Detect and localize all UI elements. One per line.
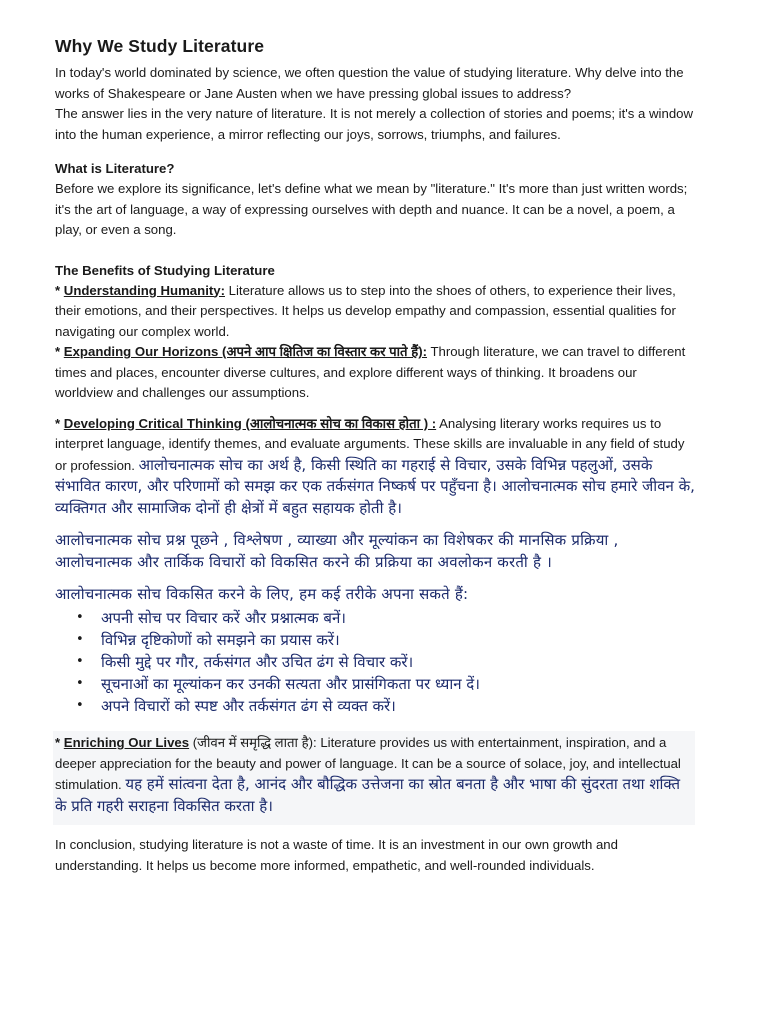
enriching-lives-block (53, 731, 695, 825)
hindi-text: यह हमें सांत्वना देता है, आनंद और बौद्धिक उत्तेजना का स्रोत बनता है और भाषा की सुंदरता तथा शक्ति के प्रति गहरी सराहना विकसित करता है। (55, 775, 681, 815)
hindi-paragraph-3: आलोचनात्मक सोच विकसित करने के लिए, हम कई तरीके अपना सकते हैं: (55, 585, 469, 603)
section-heading-what: What is Literature? (55, 161, 175, 176)
benefit-title: Expanding Our Horizons (अपने आप क्षितिज का विस्तार कर पाते हैं): (63, 344, 428, 359)
page-title: Why We Study Literature (55, 36, 265, 56)
hindi-paragraph-2: आलोचनात्मक सोच प्रश्न पूछने , विश्लेषण , व्याख्या और मूल्यांकन का विशेषकर की मानसिक प्रक्रिया , आलोचनात्मक और तार्किक विचारों को विकसित करने की प्रक्रिया का अवलोकन करती है । (55, 531, 619, 571)
intro-paragraph-2: The answer lies in the very nature of literature. It is not merely a collection of stories and poems; it's a window into the human experience, a mirror reflecting our joys, sorrows, triumphs, and failures. (55, 106, 694, 142)
list-item: • किसी मुद्दे पर गौर, तर्कसंगत और उचित ढंग से विचार करें। (101, 651, 695, 673)
benefit-text: Analysing literary works requires us to interpret language, identify themes, and evaluate arguments. These skills are invaluable in any field of study or profession. (55, 415, 685, 473)
list-item: • विभिन्न दृष्टिकोणों को समझने का प्रयास करें। (101, 629, 695, 651)
benefit-text: Through literature, we can travel to different times and places, encounter diverse cultures, and explore different ways of thinking. It broadens our worldview and challenges our assumptions. (55, 344, 686, 400)
what-paragraph: Before we explore its significance, let's define what we mean by "literature." It's more than just written words; it's the art of language, a way of expressing ourselves with depth and nuance. It can be a novel, a poem, a play, or even a song. (55, 181, 688, 237)
document-body (55, 36, 695, 876)
section-heading-benefits: The Benefits of Studying Literature (55, 262, 275, 278)
bullet-star: * (55, 735, 64, 750)
benefit-expanding-horizons (55, 342, 695, 404)
benefit-text: Literature allows us to step into the shoes of others, to experience their lives, their emotions, and their perspectives. It helps us develop empathy and compassion, essential qualities for navigating our complex world. (55, 282, 676, 339)
benefit-critical-thinking (55, 414, 695, 520)
benefit-understanding-humanity (55, 281, 695, 343)
list-item: • अपनी सोच पर विचार करें और प्रश्नात्मक बनें। (101, 607, 695, 629)
list-item: • सूचनाओं का मूल्यांकन कर उनकी सत्यता और प्रासंगिकता पर ध्यान दें। (101, 673, 695, 695)
benefit-paren: (जीवन में समृद्धि लाता है): (189, 735, 321, 750)
hindi-text: आलोचनात्मक सोच का अर्थ है, किसी स्थिति का गहराई से विचार, उसके विभिन्न पहलुओं, उसके संभावित कारण, और परिणामों को समझ कर एक तर्कसंगत निष्कर्ष पर पहुँचना है। आलोचनात्मक सोच हमारे जीवन के, व्यक्तिगत और सामाजिक दोनों ही क्षेत्रों में बहुत सहायक होती है। (55, 455, 695, 517)
hindi-bullet-list (55, 607, 695, 717)
benefit-text: Literature provides us with entertainment, inspiration, and a deeper appreciation for the beauty and power of language. It can be a source of solace, joy, and intellectual stimulation. (55, 735, 681, 792)
bullet-star: * (55, 344, 64, 359)
conclusion-paragraph: In conclusion, studying literature is not a waste of time. It is an investment in our own growth and understanding. It helps us become more informed, empathetic, and well-rounded individuals. (55, 837, 618, 873)
list-item: • अपने विचारों को स्पष्ट और तर्कसंगत ढंग से व्यक्त करें। (101, 695, 695, 717)
benefit-title: Enriching Our Lives (63, 735, 190, 750)
benefit-title: Developing Critical Thinking (आलोचनात्मक सोच का विकास होता ) : (63, 415, 437, 431)
bullet-star: * (55, 415, 64, 431)
bullet-star: * (55, 282, 64, 298)
benefit-enriching-lives (55, 733, 693, 817)
intro-paragraph-1: In today's world dominated by science, we often question the value of studying literature. Why delve into the works of Shakespeare or Jane Austen when we have pressing global issues to address? (55, 65, 684, 101)
benefit-title: Understanding Humanity: (63, 282, 225, 298)
